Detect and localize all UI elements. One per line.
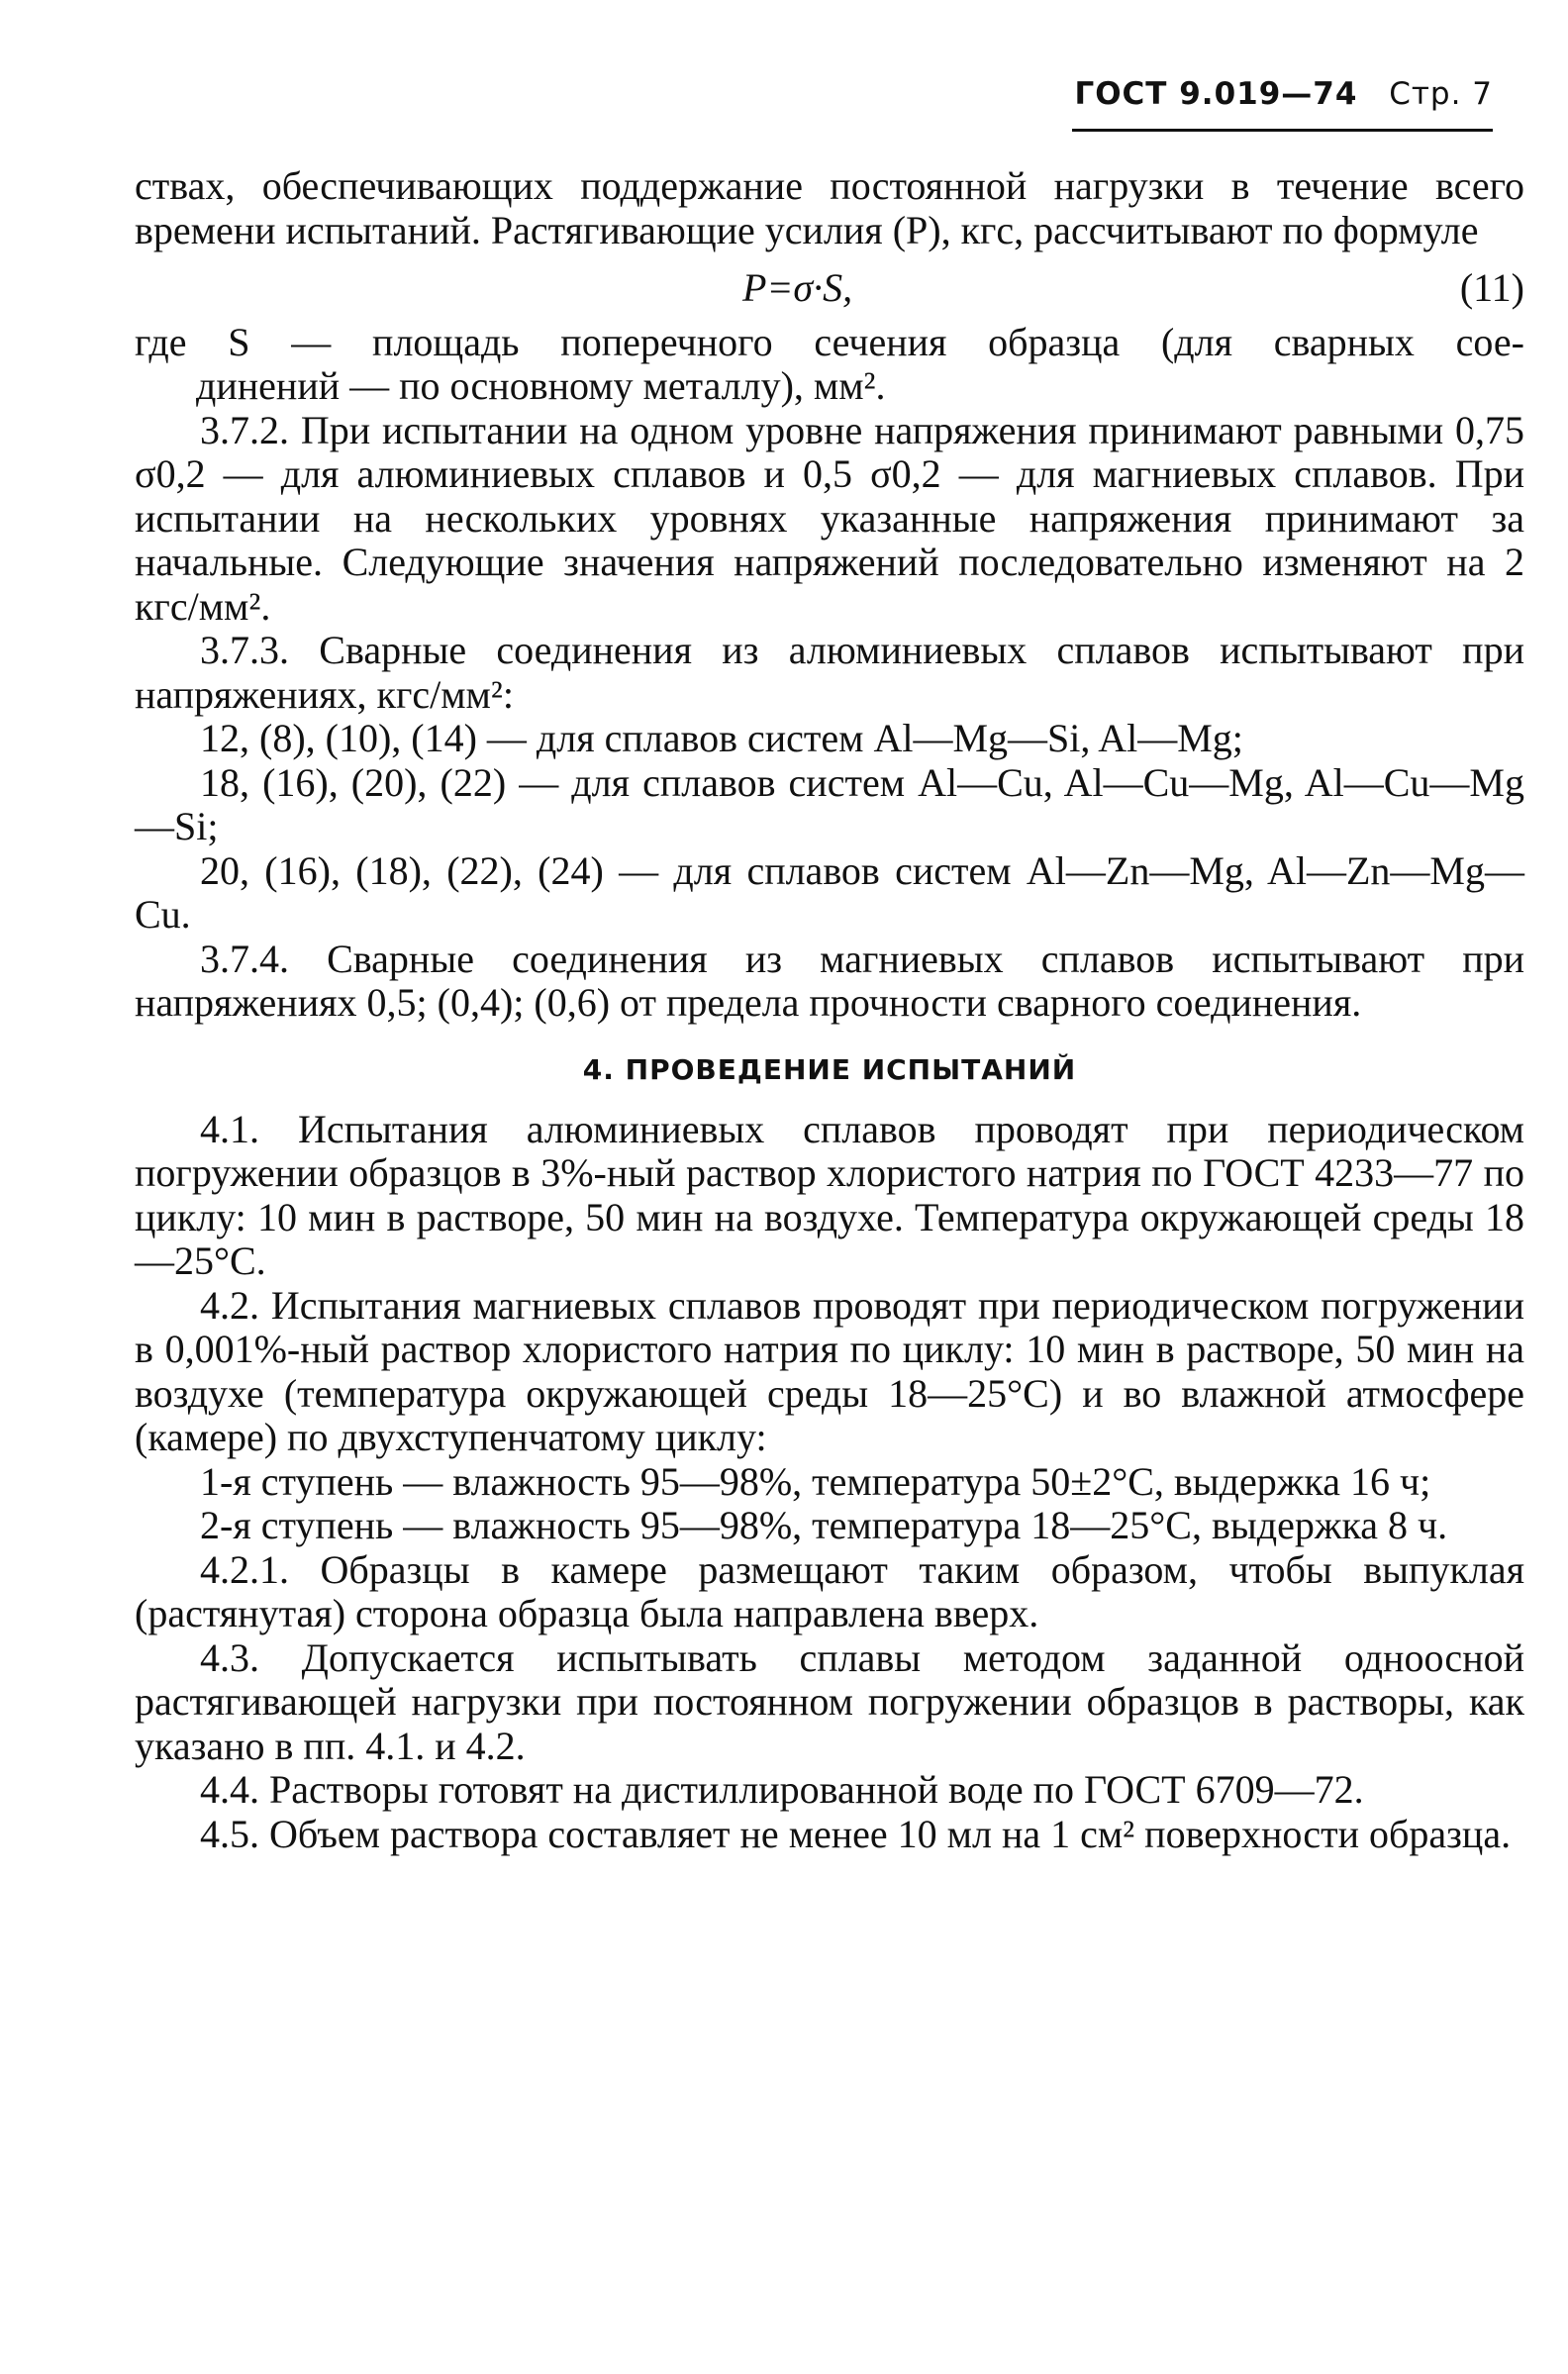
page-header (0, 73, 1532, 133)
paragraph-4-1: 4.1. Испытания алюминиевых сплавов проводят при периодическом погружении образцов в 3%-ный раствор хлористого натрия по ГОСТ 4233—77 по циклу: 10 мин в растворе, 50 мин на воздухе. Температура окружающей среды 18—25°С. (135, 1106, 1524, 1283)
paragraph-4-5: 4.5. Объем раствора составляет не менее 10 мл на 1 см² поверхности образца. (200, 1811, 1512, 1856)
document-body (135, 164, 1524, 1856)
paragraph-4-4: 4.4. Растворы готовят на дистиллированной воде по ГОСТ 6709—72. (200, 1767, 1364, 1812)
page-number: Стр. 7 (1389, 76, 1493, 112)
paragraph-3-7-4: 3.7.4. Сварные соединения из магниевых сплавов испытывают при напряжениях 0,5; (0,4); (0,6) от предела прочности сварного соединения. (135, 936, 1524, 1025)
formula-expression: P=σ·S, (742, 265, 853, 310)
paragraph-4-2: 4.2. Испытания магниевых сплавов проводят при периодическом погружении в 0,001%-ный раствор хлористого натрия по циклу: 10 мин в растворе, 50 мин на воздухе (температура окружающей среды 18—25°С) и во влажной атмосфере (камере) по двухступенчатому циклу: (135, 1282, 1524, 1459)
paragraph-where-line2: динений — по основному металлу), мм². (196, 363, 886, 408)
paragraph-intro: ствах, обеспечивающих поддержание постоянной нагрузки в течение всего времени испытаний. Растягивающие усилия (P), кгс, рассчитывают по формуле (135, 163, 1524, 252)
paragraph-3-7-3-a: 12, (8), (10), (14) — для сплавов систем Al—Mg—Si, Al—Mg; (200, 716, 1243, 760)
paragraph-3-7-2: 3.7.2. При испытании на одном уровне напряжения принимают равными 0,75 σ0,2 — для алюминиевых сплавов и 0,5 σ0,2 — для магниевых сплавов. При испытании на нескольких уровнях указанные напряжения принимают за начальные. Следующие значения напряжений последовательно изменяют на 2 кгс/мм². (135, 407, 1524, 629)
section-title: 4. ПРОВЕДЕНИЕ ИСПЫТАНИЙ (582, 1052, 1077, 1086)
paragraph-3-7-3-c: 20, (16), (18), (22), (24) — для сплавов систем Al—Zn—Mg, Al—Zn—Mg—Cu. (135, 847, 1524, 937)
paragraph-4-2-stage2: 2-я ступень — влажность 95—98%, температура 18—25°С, выдержка 8 ч. (200, 1503, 1448, 1547)
standard-code: ГОСТ 9.019—74 (1074, 76, 1358, 112)
paragraph-where-line1: где S — площадь поперечного сечения образца (для сварных сое- (135, 319, 1524, 364)
paragraph-3-7-3-b: 18, (16), (20), (22) — для сплавов систем Al—Cu, Al—Cu—Mg, Al—Cu—Mg—Si; (135, 759, 1524, 848)
header-rule (1072, 129, 1493, 132)
paragraph-3-7-3: 3.7.3. Сварные соединения из алюминиевых сплавов испытывают при напряжениях, кгс/мм²: (135, 628, 1524, 717)
paragraph-4-2-1: 4.2.1. Образцы в камере размещают таким образом, чтобы выпуклая (растянутая) сторона образца была направлена вверх. (135, 1546, 1524, 1635)
paragraph-4-2-stage1: 1-я ступень — влажность 95—98%, температура 50±2°С, выдержка 16 ч; (200, 1458, 1431, 1504)
header-text (1074, 73, 1493, 113)
formula-11 (135, 266, 1524, 311)
paragraph-4-3: 4.3. Допускается испытывать сплавы методом заданной одноосной растягивающей нагрузки при постоянном погружении образцов в растворы, как указано в пп. 4.1. и 4.2. (135, 1634, 1524, 1768)
formula-number: (11) (1459, 265, 1524, 310)
